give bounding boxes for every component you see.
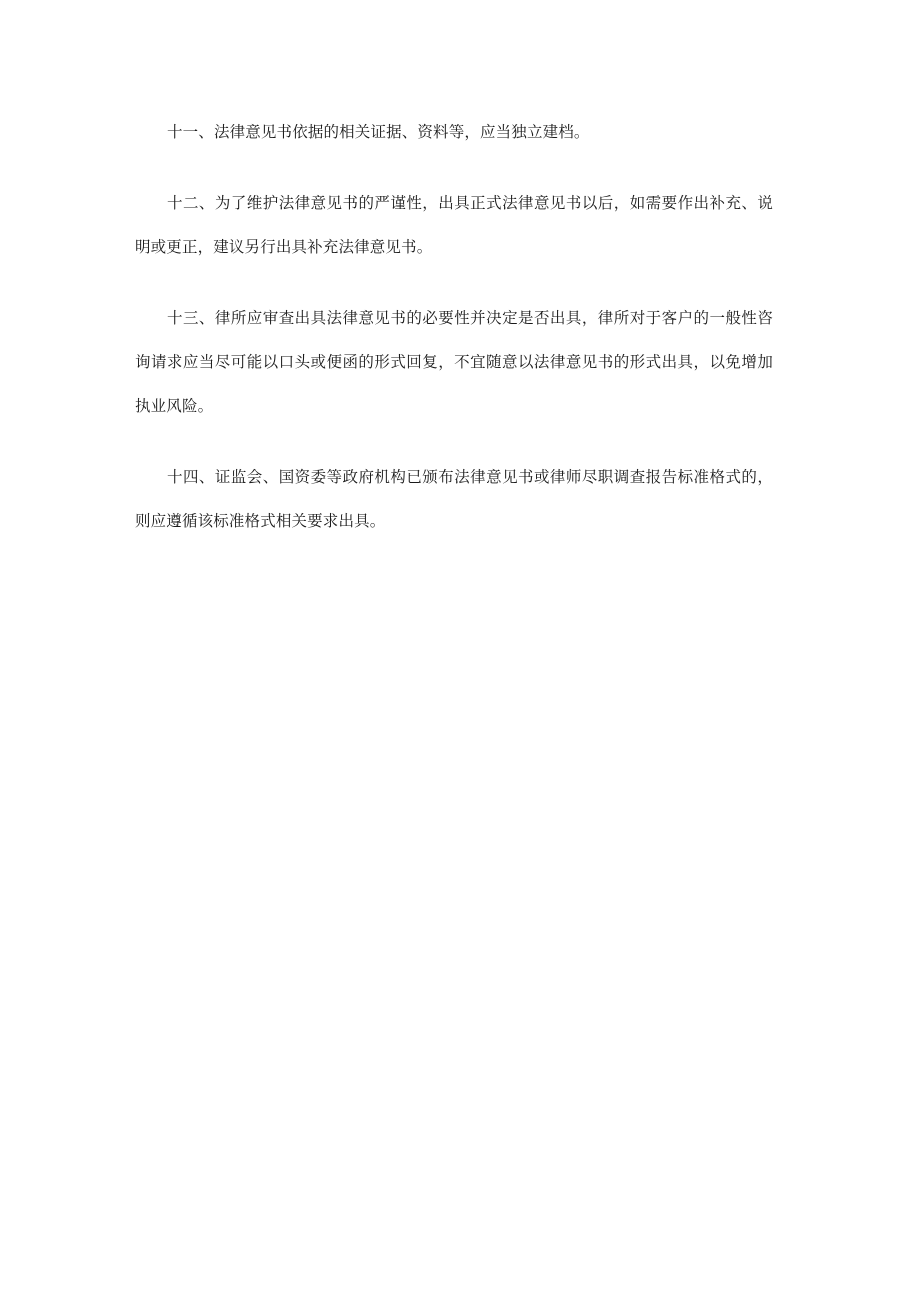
paragraph-14: 十四、证监会、国资委等政府机构已颁布法律意见书或律师尽职调查报告标准格式的，则应遵循该标准格式相关要求出具。 <box>135 468 773 530</box>
paragraph-13: 十三、律所应审查出具法律意见书的必要性并决定是否出具，律所对于客户的一般性咨询请求应当尽可能以口头或便函的形式回复，不宜随意以法律意见书的形式出具，以免增加执业风险。 <box>135 309 773 415</box>
paragraph-12: 十二、为了维护法律意见书的严谨性，出具正式法律意见书以后，如需要作出补充、说明或更正，建议另行出具补充法律意见书。 <box>135 194 773 256</box>
document-body <box>135 110 773 543</box>
paragraph-11: 十一、法律意见书依据的相关证据、资料等，应当独立建档。 <box>167 123 590 141</box>
